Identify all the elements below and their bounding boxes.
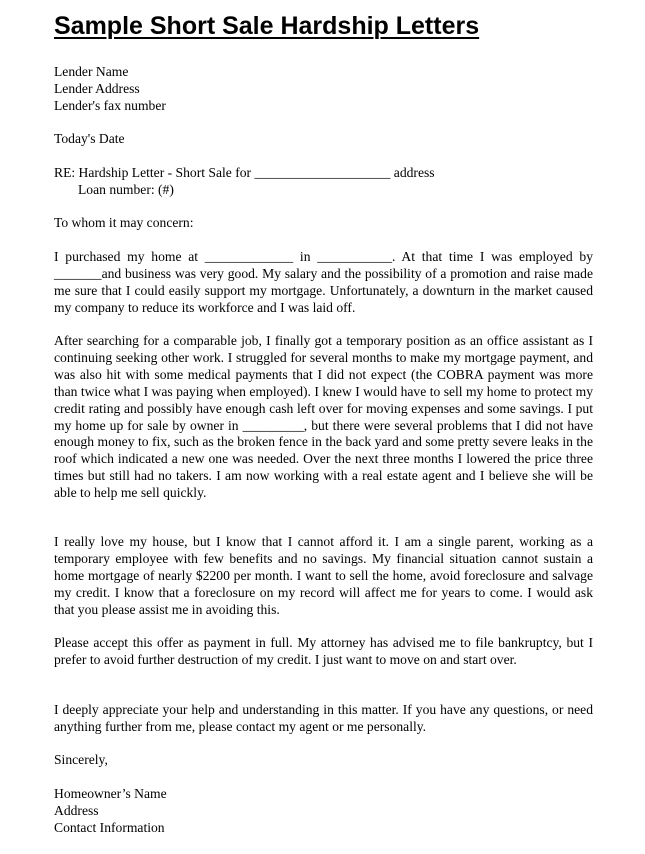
body-paragraph: I deeply appreciate your help and understanding in this matter. If you have any questions, or need anything further from me, please contact my agent or me personally. xyxy=(54,702,593,734)
body-paragraph: I purchased my home at _____________ in ___________. At that time I was employed by _______and business was very good. My salary and the possibility of a promotion and raise made me sure that I could easily support my mortgage. Unfortunately, a downturn in the market caused my company to reduce its workforce and I was laid off. xyxy=(54,249,593,315)
loan-number: Loan number: (#) xyxy=(78,181,174,197)
date-line xyxy=(54,131,593,148)
re-line: RE: Hardship Letter - Short Sale for ____________________ address xyxy=(54,165,435,180)
body-paragraph: I really love my house, but I know that I cannot afford it. I am a single parent, working as a temporary employee with few benefits and no savings. My financial situation cannot sustain a home mortgage of nearly $2200 per month. I want to sell the home, avoid foreclosure and salvage my credit. I know that a foreclosure on my record will affect me for years to come. I would ask that you please assist me in avoiding this. xyxy=(54,534,593,617)
signature-block xyxy=(54,786,593,837)
page-title: Sample Short Sale Hardship Letters xyxy=(54,12,480,40)
contact-information: Contact Information xyxy=(54,819,165,835)
todays-date: Today's Date xyxy=(54,131,125,146)
paragraph-5 xyxy=(54,702,593,736)
salutation-block xyxy=(54,215,593,232)
paragraph-4 xyxy=(54,635,593,669)
paragraph-1 xyxy=(54,249,593,317)
salutation: To whom it may concern: xyxy=(54,215,194,230)
paragraph-2 xyxy=(54,333,593,502)
lender-name: Lender Name xyxy=(54,64,129,79)
body-paragraph: After searching for a comparable job, I finally got a temporary position as an office assistant as I continuing seeking other work. I struggled for several months to make my mortgage payment, and was also hit with some medical payments that I did not expect (the COBRA payment was more than twice what I was paying when employed). I knew I would have to sell my home to protect my credit rating and possibly have enough cash left over for moving expenses and some savings. I put my home up for sale by owner in _________, but there were several problems that I did not have enough money to fix, such as the broken fence in the back yard and some pretty severe leaks in the roof which indicated a new one was needed. Over the next three months I lowered the price three times but still had no takers. I am now working with a real estate agent and I believe she will be able to help me sell quickly. xyxy=(54,333,593,501)
lender-block xyxy=(54,64,593,115)
paragraph-3 xyxy=(54,534,593,619)
lender-fax: Lender's fax number xyxy=(54,97,166,113)
homeowner-name: Homeowner’s Name xyxy=(54,786,167,801)
closing-block xyxy=(54,752,593,769)
lender-address: Lender Address xyxy=(54,80,140,96)
homeowner-address: Address xyxy=(54,802,99,818)
body-paragraph: Please accept this offer as payment in full. My attorney has advised me to file bankruptcy, but I prefer to avoid further destruction of my credit. I just want to move on and start over. xyxy=(54,635,593,667)
closing: Sincerely, xyxy=(54,752,108,767)
re-block xyxy=(54,165,593,199)
